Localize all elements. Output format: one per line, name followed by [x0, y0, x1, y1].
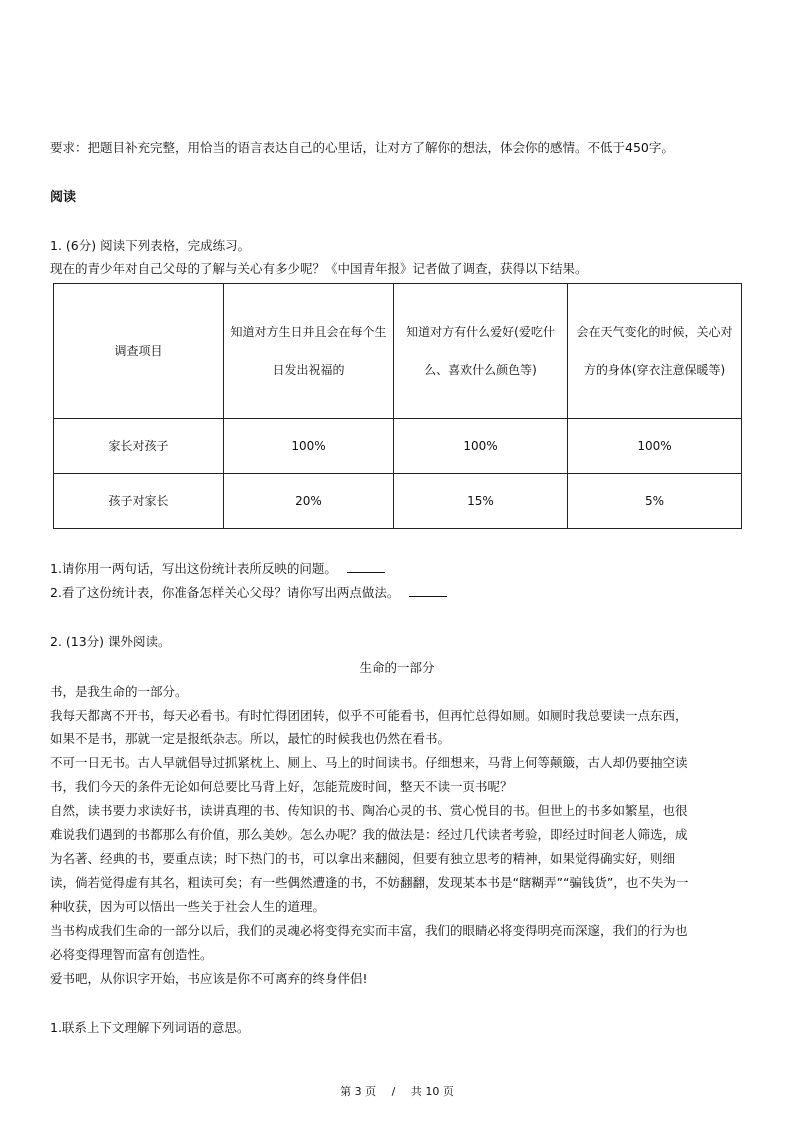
table-header-cell: 会在天气变化的时候，关心对方的身体(穿衣注意保暖等): [568, 284, 742, 419]
table-cell: 100%: [568, 419, 742, 474]
q1-sub1-text: 1.请你用一两句话，写出这份统计表所反映的问题。: [50, 561, 337, 576]
table-row: [54, 474, 742, 529]
article-line: 爱书吧，从你识字开始，书应该是你不可离弃的终身伴侣!: [50, 971, 368, 986]
article-line: 自然，读书要力求读好书，读讲真理的书、传知识的书、陶冶心灵的书、赏心悦目的书。但世上的书多如繁星，也很: [50, 803, 688, 818]
table-cell: 20%: [224, 474, 394, 529]
page-footer: [0, 1083, 794, 1099]
table-cell: 5%: [568, 474, 742, 529]
table-row: [54, 419, 742, 474]
q1-sub2: [50, 584, 447, 601]
q1-sub2-text: 2.看了这份统计表，你准备怎样关心父母？请你写出两点做法。: [50, 585, 400, 600]
q1-intro: 现在的青少年对自己父母的了解与关心有多少呢？《中国青年报》记者做了调查，获得以下结果。: [50, 261, 588, 276]
table-header-cell: 知道对方有什么爱好(爱吃什么、喜欢什么颜色等): [394, 284, 568, 419]
page-number: 第 3 页: [340, 1085, 377, 1098]
table-cell: 孩子对家长: [54, 474, 224, 529]
table-cell: 100%: [224, 419, 394, 474]
page-separator: /: [391, 1085, 396, 1098]
table-header-cell: 调查项目: [54, 284, 224, 419]
article-line: 必将变得理智而富有创造性。: [50, 947, 213, 962]
article-line: 我每天都离不开书，每天必看书。有时忙得团团转，似乎不可能看书，但再忙总得如厕。如厕时我总要读一点东西，: [50, 708, 688, 723]
table-header-cell: 知道对方生日并且会在每个生日发出祝福的: [224, 284, 394, 419]
q1-heading: 1. (6分) 阅读下列表格，完成练习。: [50, 238, 251, 253]
article-line: 书，我们今天的条件无论如何总要比马背上好，怎能荒废时间，整天不读一页书呢？: [50, 779, 513, 794]
article-line: 种收获，因为可以悟出一些关于社会人生的道理。: [50, 899, 326, 914]
answer-blank[interactable]: [347, 560, 385, 573]
q2-heading: 2. (13分) 课外阅读。: [50, 634, 171, 649]
article-line: 当书构成我们生命的一部分以后，我们的灵魂必将变得充实而丰富，我们的眼睛必将变得明亮而深邃，我们的行为也: [50, 923, 688, 938]
article-line: 为名著、经典的书，要重点读；时下热门的书，可以拿出来翻阅，但要有独立思考的精神，如果觉得确实好，则细: [50, 851, 676, 866]
table-cell: 15%: [394, 474, 568, 529]
table-header-row: [54, 284, 742, 419]
article-line: 不可一日无书。古人早就倡导过抓紧枕上、厕上、马上的时间读书。仔细想来，马背上何等颠簸，古人却仍要抽空读: [50, 755, 688, 770]
article-line: 难说我们遇到的书都那么有价值，那么美妙。怎么办呢？我的做法是：经过几代读者考验，即经过时间老人筛选，成: [50, 827, 688, 842]
article-title: 生命的一部分: [359, 660, 435, 675]
q1-sub1: [50, 560, 385, 577]
answer-blank[interactable]: [409, 584, 447, 597]
table-cell: 家长对孩子: [54, 419, 224, 474]
table-cell: 100%: [394, 419, 568, 474]
page-total: 共 10 页: [410, 1085, 454, 1098]
article-line: 书，是我生命的一部分。: [50, 684, 188, 699]
section-title: 阅读: [50, 190, 77, 205]
q2-sub1: 1.联系上下文理解下列词语的意思。: [50, 1020, 250, 1035]
survey-table: [53, 283, 742, 529]
article-line: 读，倘若觉得虚有其名，粗读可矣；有一些偶然遭逢的书，不妨翻翻，发现某本书是“瞎糊弄”“骗钱货”，也不失为一: [50, 875, 689, 890]
requirement-text: 要求：把题目补充完整，用恰当的语言表达自己的心里话，让对方了解你的想法，体会你的感情。不低于450字。: [50, 140, 674, 155]
article-line: 如果不是书，那就一定是报纸杂志。所以，最忙的时候我也仍然在看书。: [50, 731, 451, 746]
